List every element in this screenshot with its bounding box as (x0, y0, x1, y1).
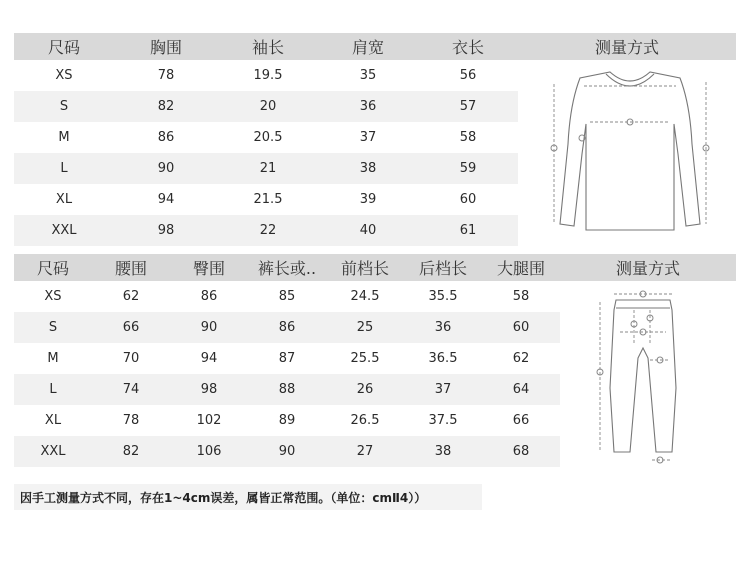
cell-pants-length: 86 (278, 320, 296, 335)
cell-pants-length: 85 (278, 289, 296, 304)
cell-hip: 94 (200, 351, 218, 366)
header-hip: 臀围 (192, 259, 225, 278)
cell-sleeve: 20.5 (253, 130, 283, 145)
cell-size: S (59, 99, 69, 114)
table-row (14, 374, 560, 405)
cell-pants-length: 89 (278, 413, 296, 428)
cell-thigh: 58 (512, 289, 530, 304)
header-length: 衣长 (451, 38, 484, 57)
table-row (14, 153, 518, 184)
cell-front-rise: 26.5 (350, 413, 380, 428)
cell-sleeve: 21 (259, 161, 277, 176)
bottom-size-table (14, 254, 560, 467)
cell-shoulder: 38 (359, 161, 377, 176)
header-thigh: 大腿围 (496, 259, 545, 278)
cell-size: M (58, 130, 70, 145)
cell-shoulder: 40 (359, 223, 377, 238)
cell-sleeve: 20 (259, 99, 277, 114)
cell-length: 61 (459, 223, 477, 238)
header-front-rise: 前档长 (340, 259, 389, 278)
cell-waist: 62 (122, 289, 140, 304)
cell-waist: 82 (122, 444, 140, 459)
pants-measurement-icon (588, 288, 698, 468)
header-waist: 腰围 (114, 259, 147, 278)
table-row (14, 405, 560, 436)
measurement-note: 因手工测量方式不同，存在1~4cm误差，属皆正常范围。（单位：cmⅡ4）） (14, 484, 482, 510)
table-row (14, 281, 560, 312)
cell-size: XL (55, 192, 73, 207)
table-row (14, 215, 518, 246)
cell-size: XS (55, 68, 73, 83)
cell-hip: 90 (200, 320, 218, 335)
cell-waist: 66 (122, 320, 140, 335)
cell-front-rise: 27 (356, 444, 374, 459)
cell-back-rise: 38 (434, 444, 452, 459)
cell-shoulder: 39 (359, 192, 377, 207)
table-row (14, 312, 560, 343)
table-row (14, 184, 518, 215)
cell-shoulder: 36 (359, 99, 377, 114)
cell-thigh: 66 (512, 413, 530, 428)
cell-size: S (48, 320, 58, 335)
cell-chest: 94 (157, 192, 175, 207)
cell-pants-length: 90 (278, 444, 296, 459)
cell-hip: 98 (200, 382, 218, 397)
cell-sleeve: 21.5 (253, 192, 283, 207)
cell-size: XS (44, 289, 62, 304)
cell-front-rise: 25 (356, 320, 374, 335)
header-shoulder: 肩宽 (351, 38, 384, 57)
cell-front-rise: 25.5 (350, 351, 380, 366)
cell-size: M (47, 351, 59, 366)
cell-front-rise: 26 (356, 382, 374, 397)
cell-length: 59 (459, 161, 477, 176)
top-measure-header: 测量方式 (518, 33, 736, 60)
cell-size: L (60, 161, 68, 176)
cell-length: 60 (459, 192, 477, 207)
cell-front-rise: 24.5 (350, 289, 380, 304)
header-back-rise: 后档长 (418, 259, 467, 278)
cell-chest: 86 (157, 130, 175, 145)
cell-back-rise: 37 (434, 382, 452, 397)
cell-hip: 106 (196, 444, 222, 459)
top-table-header (14, 33, 518, 60)
cell-thigh: 60 (512, 320, 530, 335)
cell-thigh: 62 (512, 351, 530, 366)
cell-chest: 82 (157, 99, 175, 114)
table-row (14, 91, 518, 122)
cell-pants-length: 88 (278, 382, 296, 397)
cell-size: XXL (51, 223, 77, 238)
cell-waist: 74 (122, 382, 140, 397)
bottom-table-header (14, 254, 560, 281)
header-sleeve: 袖长 (251, 38, 284, 57)
cell-chest: 98 (157, 223, 175, 238)
cell-back-rise: 37.5 (428, 413, 458, 428)
header-size: 尺码 (47, 38, 80, 57)
cell-length: 57 (459, 99, 477, 114)
cell-sleeve: 19.5 (253, 68, 283, 83)
cell-chest: 78 (157, 68, 175, 83)
cell-chest: 90 (157, 161, 175, 176)
table-row (14, 122, 518, 153)
bottom-measure-header: 测量方式 (560, 254, 736, 281)
header-chest: 胸围 (149, 38, 182, 57)
cell-back-rise: 36.5 (428, 351, 458, 366)
cell-sleeve: 22 (259, 223, 277, 238)
cell-hip: 86 (200, 289, 218, 304)
cell-waist: 78 (122, 413, 140, 428)
cell-back-rise: 35.5 (428, 289, 458, 304)
cell-size: XXL (40, 444, 66, 459)
cell-thigh: 68 (512, 444, 530, 459)
tshirt-measurement-icon (540, 64, 720, 236)
header-size: 尺码 (36, 259, 69, 278)
cell-length: 56 (459, 68, 477, 83)
table-row (14, 343, 560, 374)
cell-back-rise: 36 (434, 320, 452, 335)
cell-size: L (49, 382, 57, 397)
cell-hip: 102 (196, 413, 222, 428)
table-row (14, 60, 518, 91)
cell-shoulder: 35 (359, 68, 377, 83)
cell-waist: 70 (122, 351, 140, 366)
cell-thigh: 64 (512, 382, 530, 397)
header-pants-length: 裤长或.. (257, 259, 317, 278)
cell-length: 58 (459, 130, 477, 145)
top-size-table (14, 33, 518, 246)
cell-shoulder: 37 (359, 130, 377, 145)
table-row (14, 436, 560, 467)
cell-size: XL (44, 413, 62, 428)
cell-pants-length: 87 (278, 351, 296, 366)
